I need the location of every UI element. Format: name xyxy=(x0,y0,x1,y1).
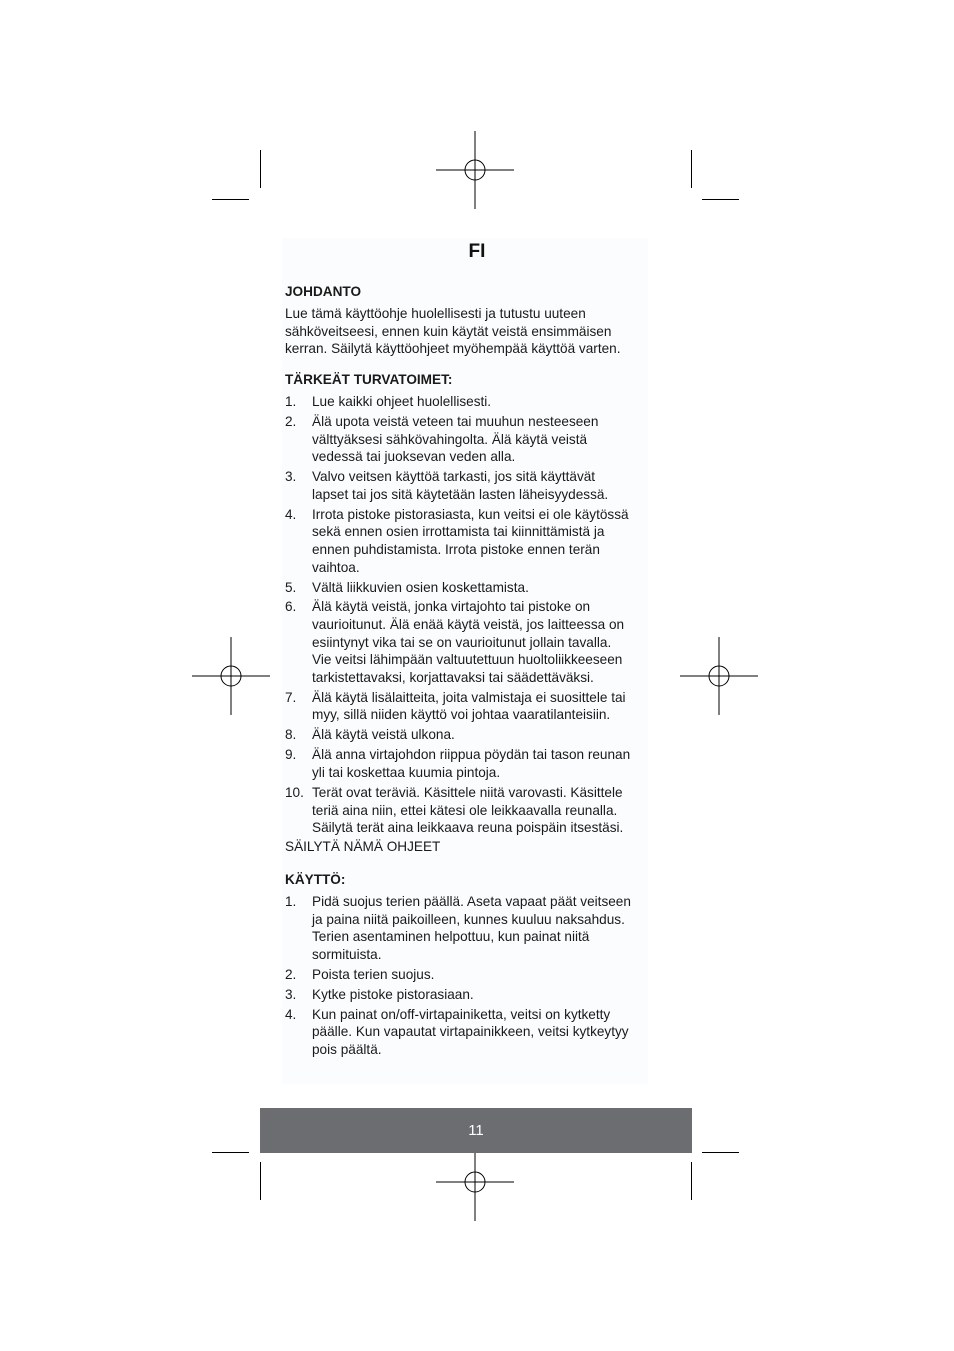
item-number: 2. xyxy=(285,413,297,429)
list-item xyxy=(285,966,647,984)
closing-note: SÄILYTÄ NÄMÄ OHJEET xyxy=(285,839,441,855)
usage-list xyxy=(285,893,647,1059)
text-line: esiintynyt vika tai se on vaurioitunut jollain tavalla. xyxy=(312,634,612,650)
list-item xyxy=(285,986,647,1004)
crop-mark xyxy=(691,150,692,188)
list-item xyxy=(285,468,647,503)
crop-mark xyxy=(702,1152,739,1153)
item-number: 10. xyxy=(285,784,304,800)
crop-mark xyxy=(212,1152,249,1153)
crop-mark xyxy=(691,1162,692,1200)
text-line: sekä ennen osien irrottamista tai kiinnittämistä ja xyxy=(312,524,605,540)
intro-section xyxy=(285,283,647,358)
text-line: Säilytä terät aina leikkaava reuna poispäin itsestäsi. xyxy=(312,820,624,836)
registration-mark-icon xyxy=(192,637,270,715)
text-line: Kun painat on/off-virtapainiketta, veitsi on kytketty xyxy=(312,1006,611,1022)
registration-mark-icon xyxy=(680,637,758,715)
list-item xyxy=(285,506,647,576)
intro-heading: JOHDANTO xyxy=(285,284,362,299)
list-item xyxy=(285,579,647,597)
text-line: Älä anna virtajohdon riippua pöydän tai tason reunan xyxy=(312,747,631,763)
text-line: lapset tai jos sitä käytetään lasten läheisyydessä. xyxy=(312,486,609,502)
text-line: Älä käytä veistä ulkona. xyxy=(312,727,455,743)
item-number: 1. xyxy=(285,394,297,409)
text-line: Lue tämä käyttöohje huolellisesti ja tutustu uuteen xyxy=(285,306,586,321)
text-line: päälle. Kun vapautat virtapainikkeen, veitsi kytkeytyy xyxy=(312,1024,629,1040)
language-code: FI xyxy=(468,241,486,262)
text-line: Valvo veitsen käyttöä tarkasti, jos sitä käyttävät xyxy=(312,469,596,485)
list-item xyxy=(285,726,647,744)
page-footer xyxy=(260,1108,692,1153)
text-line: Vie veitsi lähimpään valtuutettuun huoltoliikkeeseen xyxy=(312,652,623,668)
list-item xyxy=(285,784,647,837)
item-number: 3. xyxy=(285,469,297,485)
text-line: Älä käytä veistä, jonka virtajohto tai pistoke on xyxy=(312,599,591,615)
text-line: Poista terien suojus. xyxy=(312,966,435,982)
text-line: vaurioitunut. Älä enää käytä veistä, jos laitteessa on xyxy=(312,617,625,633)
list-item xyxy=(285,746,647,781)
text-line: Älä upota veistä veteen tai muuhun nesteeseen xyxy=(312,413,599,429)
text-line: Lue kaikki ohjeet huolellisesti. xyxy=(312,394,492,409)
text-line: vaihtoa. xyxy=(312,559,360,575)
usage-section xyxy=(285,871,647,1061)
text-line: ennen puhdistamista. Irrota pistoke ennen terän xyxy=(312,541,600,557)
item-number: 6. xyxy=(285,599,297,615)
item-number: 7. xyxy=(285,689,297,705)
text-line: myy, sillä niiden käyttö voi johtaa vaaratilanteisiin. xyxy=(312,707,611,723)
text-line: Älä käytä lisälaitteita, joita valmistaja ei suosittele tai xyxy=(312,689,626,705)
list-item xyxy=(285,413,647,466)
text-line: Terät ovat teräviä. Käsittele niitä varovasti. Käsittele xyxy=(312,784,623,800)
safety-heading: TÄRKEÄT TURVATOIMET: xyxy=(285,372,453,387)
crop-mark xyxy=(260,150,261,188)
intro-paragraph xyxy=(285,305,647,358)
text-line: Vältä liikkuvien osien koskettamista. xyxy=(312,579,529,595)
item-number: 8. xyxy=(285,727,297,743)
item-number: 9. xyxy=(285,747,297,763)
registration-mark-icon xyxy=(436,1143,514,1221)
text-line: sähköveitseesi, ennen kuin käytät veistä ensimmäisen xyxy=(285,323,612,339)
text-line: sormituista. xyxy=(312,946,382,962)
item-number: 1. xyxy=(285,894,297,909)
usage-heading: KÄYTTÖ: xyxy=(285,872,346,887)
text-line: välttyäksesi sähkövahingolta. Älä käytä veistä xyxy=(312,431,588,447)
crop-mark xyxy=(212,199,249,200)
crop-mark xyxy=(702,199,739,200)
registration-mark-icon xyxy=(436,131,514,209)
list-item xyxy=(285,893,647,963)
crop-mark xyxy=(260,1162,261,1200)
safety-section xyxy=(285,371,647,856)
text-line: yli tai koskettaa kuumia pintoja. xyxy=(312,765,501,780)
item-number: 2. xyxy=(285,966,297,982)
page-number: 11 xyxy=(468,1122,484,1139)
list-item xyxy=(285,689,647,724)
text-line: teriä aina niin, ettei kätesi ole leikkaavalla reunalla. xyxy=(312,802,618,818)
text-line: tarkistettavaksi, korjattavaksi tai säädettäväksi. xyxy=(312,669,594,685)
text-line: Terien asentaminen helpottuu, kun painat niitä xyxy=(312,929,590,945)
list-item xyxy=(285,1006,647,1059)
list-item xyxy=(285,598,647,686)
item-number: 3. xyxy=(285,986,297,1002)
text-line: ja paina niitä paikoilleen, kunnes kuuluu naksahdus. xyxy=(312,911,625,927)
text-line: kerran. Säilytä käyttöohjeet myöhempää käyttöä varten. xyxy=(285,341,621,357)
text-line: Irrota pistoke pistorasiasta, kun veitsi ei ole käytössä xyxy=(312,506,629,522)
list-item xyxy=(285,393,647,411)
item-number: 5. xyxy=(285,579,297,595)
text-line: Pidä suojus terien päällä. Aseta vapaat päät veitseen xyxy=(312,894,631,909)
text-line: vedessä tai juoksevan veden alla. xyxy=(312,449,516,465)
text-line: Kytke pistoke pistorasiaan. xyxy=(312,986,474,1002)
safety-list xyxy=(285,393,647,837)
item-number: 4. xyxy=(285,1006,297,1022)
item-number: 4. xyxy=(285,506,297,522)
text-line: pois päältä. xyxy=(312,1041,382,1057)
